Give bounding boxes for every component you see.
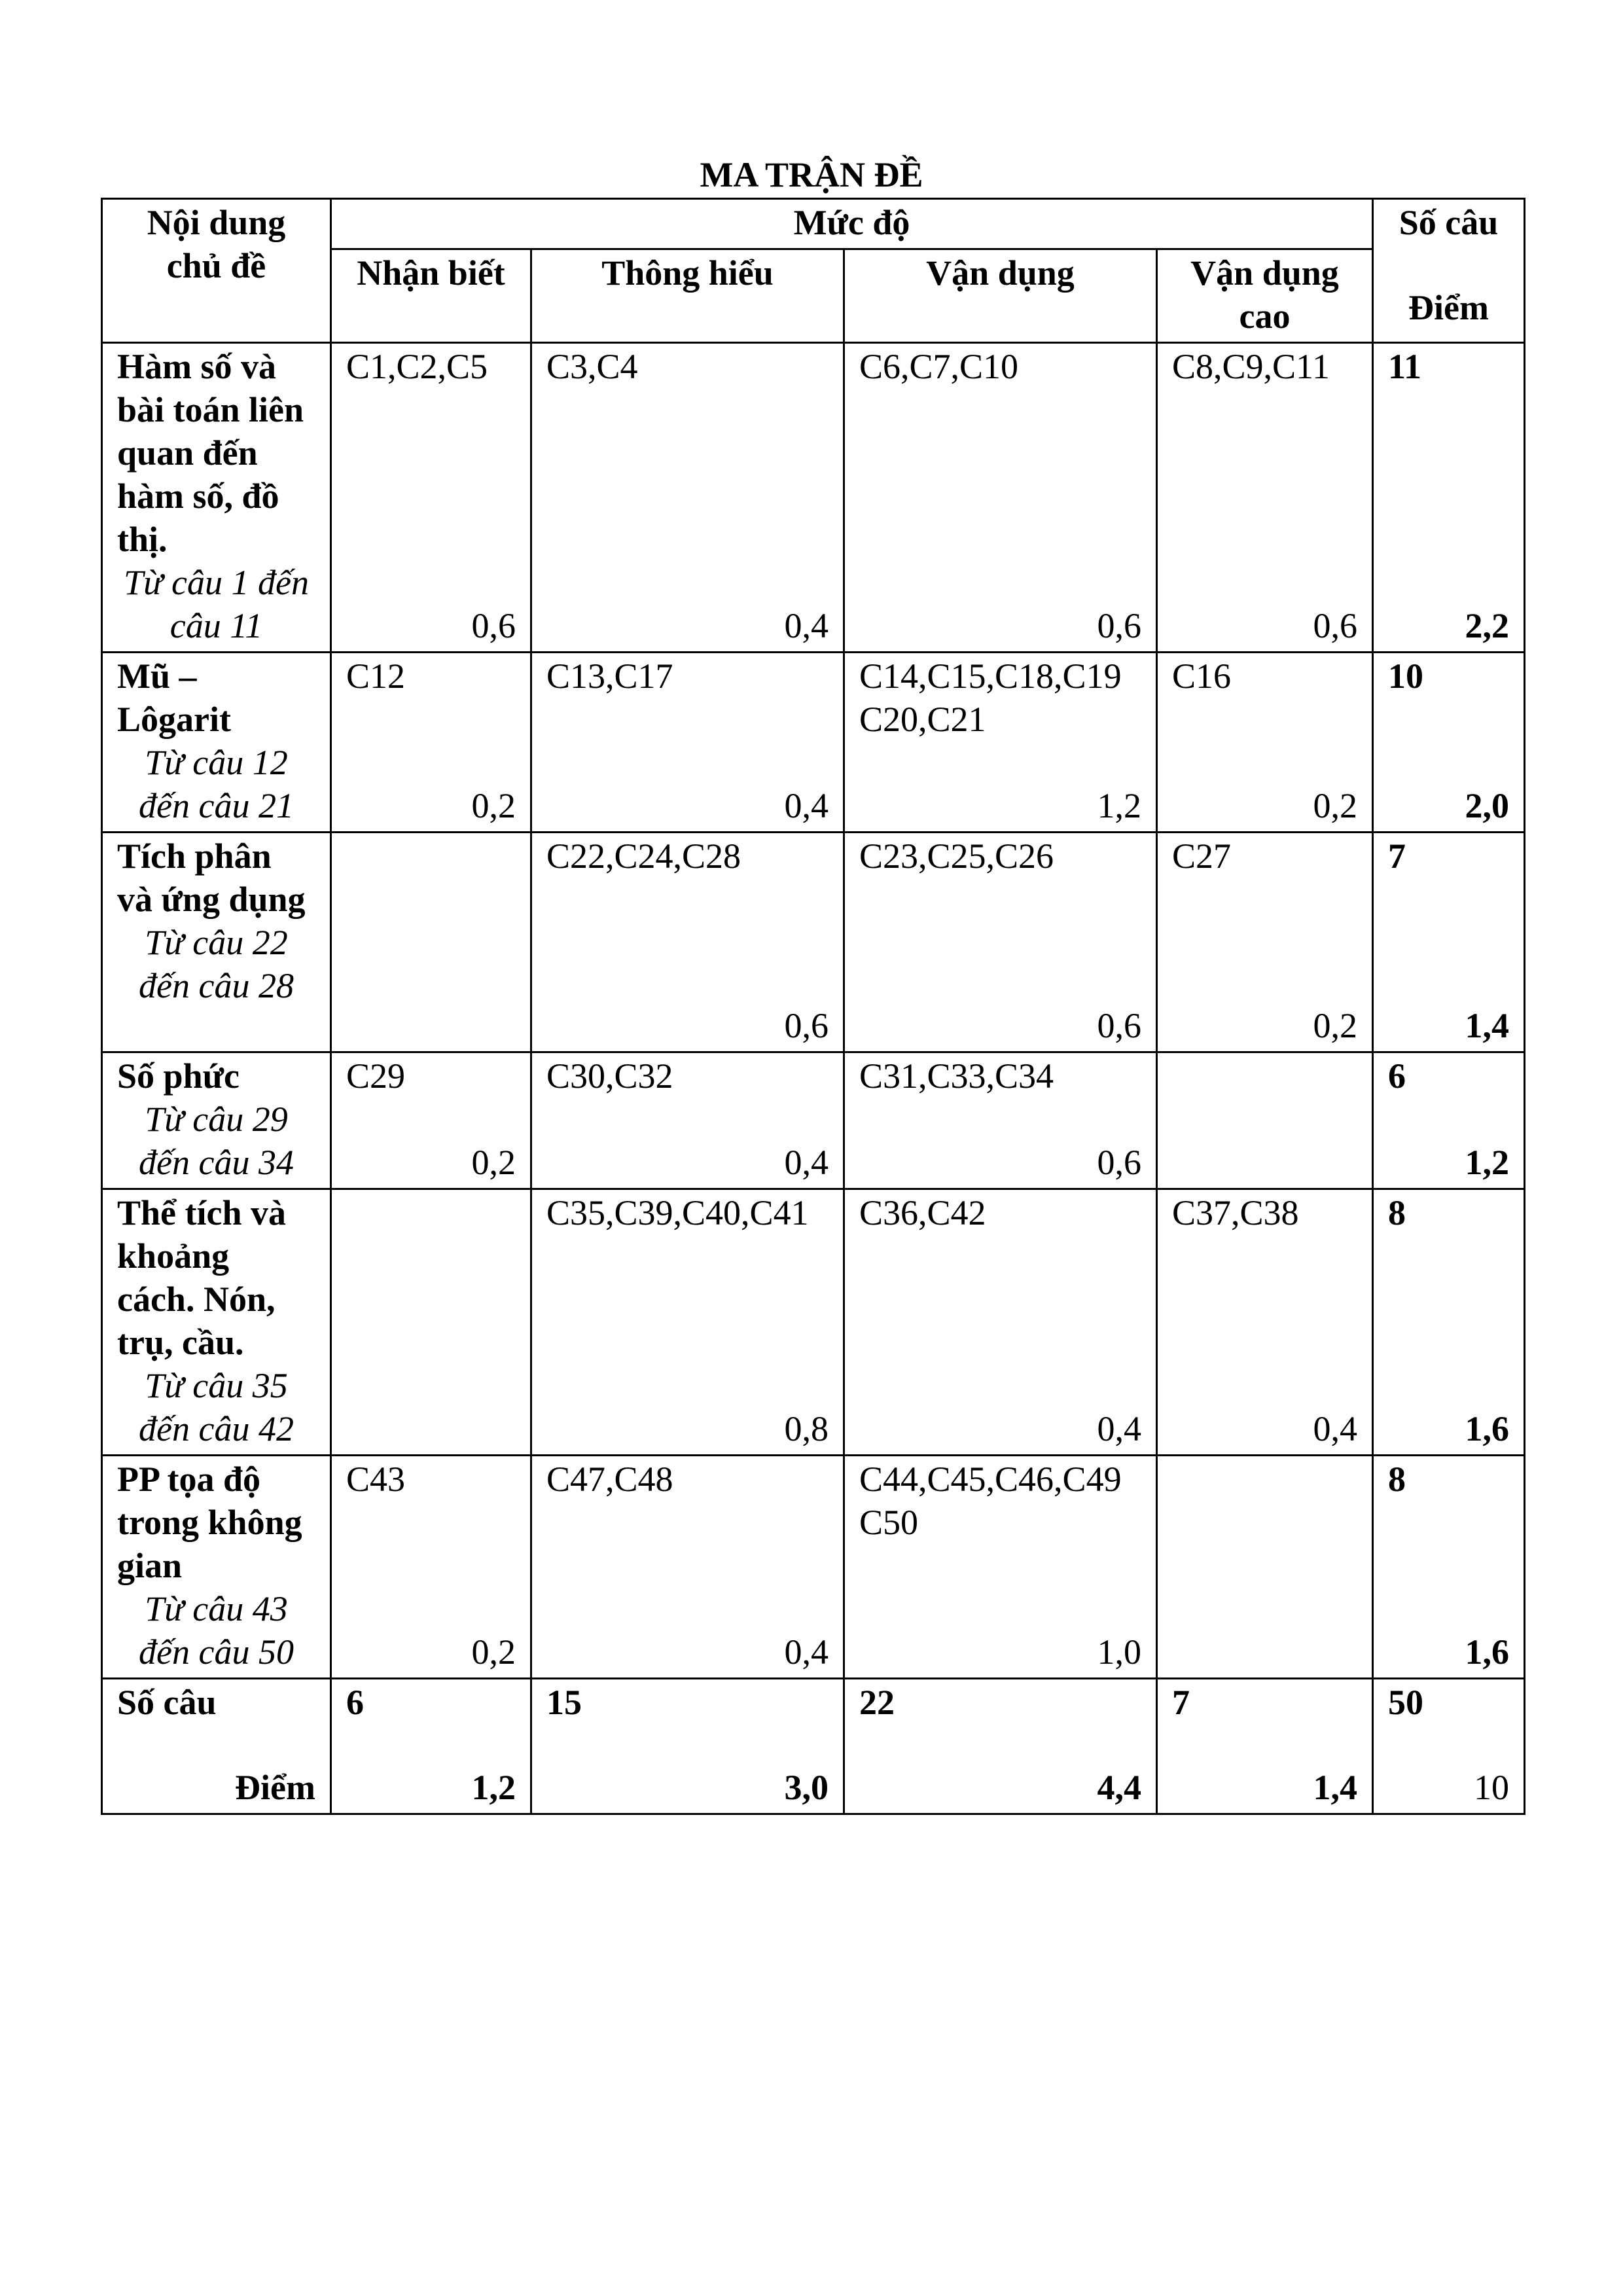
- question-codes: C23,C25,C26: [859, 836, 1054, 876]
- totals-cell: [844, 1679, 1157, 1814]
- totals-score-value: 1,2: [471, 1768, 516, 1807]
- row-score: 1,2: [1465, 1143, 1509, 1182]
- row-total-cell: [1373, 653, 1525, 833]
- topic-cell: [102, 833, 331, 1052]
- page-title: MA TRẬN ĐỀ: [700, 155, 923, 194]
- question-codes: C29: [346, 1056, 406, 1096]
- level-cell: [531, 1456, 844, 1679]
- question-codes: C35,C39,C40,C41: [546, 1193, 809, 1232]
- row-total-cell: [1373, 1456, 1525, 1679]
- question-codes: C3,C4: [546, 347, 638, 386]
- totals-count-value: 6: [346, 1683, 364, 1722]
- topic-range: Từ câu 12 đến câu 21: [139, 743, 294, 825]
- level-score: 0,4: [784, 786, 829, 825]
- level-cell: [1157, 1189, 1373, 1456]
- topic-range: Từ câu 43 đến câu 50: [139, 1589, 294, 1672]
- level-cell: [1157, 653, 1373, 833]
- topic-cell: [102, 343, 331, 653]
- row-score: 2,2: [1465, 606, 1509, 645]
- level-cell: [844, 833, 1157, 1052]
- question-codes: C37,C38: [1172, 1193, 1299, 1232]
- level-cell: [1157, 833, 1373, 1052]
- matrix-body: [102, 343, 1525, 1679]
- exam-matrix-table: [101, 198, 1525, 1815]
- totals-score-value: 3,0: [784, 1768, 829, 1807]
- level-score: 0,6: [1097, 606, 1141, 645]
- level-cell: [844, 653, 1157, 833]
- level-score: 0,4: [784, 1143, 829, 1182]
- question-codes: C6,C7,C10: [859, 347, 1019, 386]
- level-score: 0,6: [1097, 1006, 1141, 1045]
- header-level-apply-high: Vận dụng cao: [1157, 249, 1373, 343]
- totals-count-value: 22: [859, 1683, 895, 1722]
- row-count: 11: [1388, 347, 1422, 386]
- question-codes: C14,C15,C18,C19 C20,C21: [859, 656, 1122, 739]
- row-count: 8: [1388, 1193, 1406, 1232]
- header-level-understand: Thông hiểu: [531, 249, 844, 343]
- level-score: 0,2: [1313, 786, 1357, 825]
- level-score: 0,2: [471, 786, 516, 825]
- question-codes: C36,C42: [859, 1193, 986, 1232]
- matrix-row: [102, 833, 1525, 1052]
- level-score: 0,4: [1313, 1409, 1357, 1448]
- row-total-cell: [1373, 833, 1525, 1052]
- level-score: 0,6: [1313, 606, 1357, 645]
- level-cell: [331, 653, 531, 833]
- question-codes: C43: [346, 1460, 406, 1499]
- totals-score-value: 4,4: [1097, 1768, 1141, 1807]
- level-score: 0,6: [1097, 1143, 1141, 1182]
- level-cell: [531, 343, 844, 653]
- matrix-row: [102, 343, 1525, 653]
- topic-cell: [102, 653, 331, 833]
- level-score: 1,0: [1097, 1632, 1141, 1672]
- level-score: 0,4: [1097, 1409, 1141, 1448]
- level-score: 0,6: [784, 1006, 829, 1045]
- row-score: 2,0: [1465, 786, 1509, 825]
- row-score: 1,4: [1465, 1006, 1509, 1045]
- header-level-recognize: Nhận biết: [331, 249, 531, 343]
- totals-label-score: Điểm: [235, 1768, 315, 1807]
- level-cell: [844, 343, 1157, 653]
- question-codes: C8,C9,C11: [1172, 347, 1330, 386]
- level-cell: [531, 653, 844, 833]
- header-count-score: [1373, 199, 1525, 343]
- question-codes: C27: [1172, 836, 1232, 876]
- totals-label-count: Số câu: [117, 1683, 217, 1722]
- grand-total-score: 10: [1474, 1768, 1509, 1807]
- totals-cell: [1157, 1679, 1373, 1814]
- row-score: 1,6: [1465, 1409, 1509, 1448]
- row-count: 8: [1388, 1460, 1406, 1499]
- question-codes: C13,C17: [546, 656, 673, 696]
- level-score: 0,2: [471, 1143, 516, 1182]
- level-score: 1,2: [1097, 786, 1141, 825]
- matrix-row: [102, 1456, 1525, 1679]
- question-codes: C1,C2,C5: [346, 347, 488, 386]
- level-score: 0,6: [471, 606, 516, 645]
- row-total-cell: [1373, 1189, 1525, 1456]
- topic-name: Số phức: [117, 1056, 240, 1096]
- question-codes: C30,C32: [546, 1056, 673, 1096]
- question-codes: C31,C33,C34: [859, 1056, 1054, 1096]
- topic-range: Từ câu 29 đến câu 34: [139, 1100, 294, 1182]
- level-cell: [844, 1189, 1157, 1456]
- header-level: Mức độ: [331, 199, 1373, 249]
- level-cell: [331, 833, 531, 1052]
- level-cell: [331, 343, 531, 653]
- row-count: 6: [1388, 1056, 1406, 1096]
- level-cell: [1157, 1052, 1373, 1189]
- level-cell: [844, 1456, 1157, 1679]
- totals-cell: [331, 1679, 531, 1814]
- totals-label: [102, 1679, 331, 1814]
- row-count: 10: [1388, 656, 1423, 696]
- matrix-row: [102, 653, 1525, 833]
- level-cell: [1157, 1456, 1373, 1679]
- totals-count-value: 7: [1172, 1683, 1190, 1722]
- level-cell: [331, 1189, 531, 1456]
- header-score: Điểm: [1408, 288, 1489, 327]
- totals-score-value: 1,4: [1313, 1768, 1357, 1807]
- topic-cell: [102, 1456, 331, 1679]
- level-score: 0,2: [1313, 1006, 1357, 1045]
- header-level-apply: Vận dụng: [844, 249, 1157, 343]
- question-codes: C22,C24,C28: [546, 836, 741, 876]
- header-topic: Nội dung chủ đề: [102, 199, 331, 343]
- totals-count-value: 15: [546, 1683, 582, 1722]
- topic-name: Thể tích và khoảng cách. Nón, trụ, cầu.: [117, 1193, 287, 1362]
- question-codes: C16: [1172, 656, 1232, 696]
- row-count: 7: [1388, 836, 1406, 876]
- level-cell: [1157, 343, 1373, 653]
- level-cell: [531, 833, 844, 1052]
- header-count: Số câu: [1399, 203, 1499, 242]
- topic-cell: [102, 1189, 331, 1456]
- row-total-cell: [1373, 343, 1525, 653]
- matrix-row: [102, 1189, 1525, 1456]
- topic-name: Mũ – Lôgarit: [117, 656, 231, 739]
- topic-name: Hàm số và bài toán liên quan đến hàm số, đồ thị.: [117, 347, 304, 559]
- question-codes: C12: [346, 656, 406, 696]
- level-cell: [331, 1456, 531, 1679]
- level-score: 0,4: [784, 1632, 829, 1672]
- level-cell: [331, 1052, 531, 1189]
- question-codes: C47,C48: [546, 1460, 673, 1499]
- matrix-row: [102, 1052, 1525, 1189]
- topic-range: Từ câu 22 đến câu 28: [139, 923, 294, 1005]
- topic-range: Từ câu 35 đến câu 42: [139, 1366, 294, 1448]
- level-score: 0,8: [784, 1409, 829, 1448]
- level-score: 0,4: [784, 606, 829, 645]
- topic-cell: [102, 1052, 331, 1189]
- level-cell: [531, 1052, 844, 1189]
- grand-total-count: 50: [1388, 1683, 1423, 1722]
- level-score: 0,2: [471, 1632, 516, 1672]
- totals-row: [102, 1679, 1525, 1814]
- level-cell: [844, 1052, 1157, 1189]
- row-score: 1,6: [1465, 1632, 1509, 1672]
- row-total-cell: [1373, 1052, 1525, 1189]
- totals-cell: [531, 1679, 844, 1814]
- topic-name: Tích phân và ứng dụng: [117, 836, 306, 919]
- question-codes: C44,C45,C46,C49 C50: [859, 1460, 1122, 1542]
- topic-name: PP tọa độ trong không gian: [117, 1460, 302, 1585]
- grand-total-cell: [1373, 1679, 1525, 1814]
- level-cell: [531, 1189, 844, 1456]
- topic-range: Từ câu 1 đến câu 11: [124, 563, 309, 645]
